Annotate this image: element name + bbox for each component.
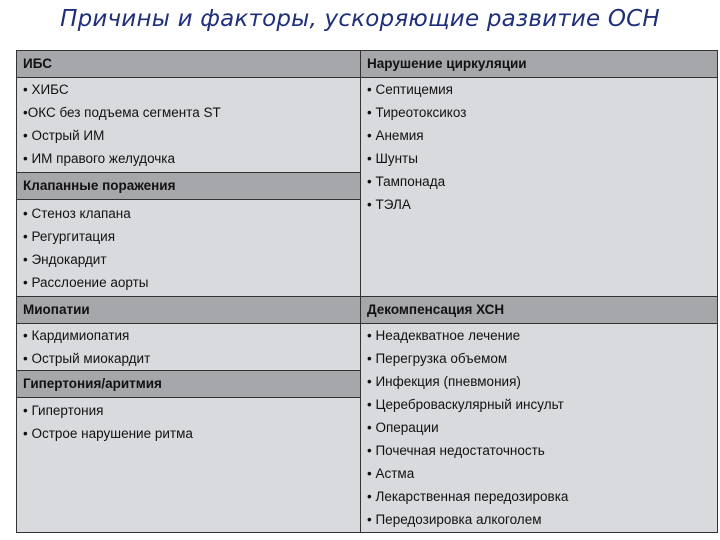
list-item: • Острый миокардит xyxy=(23,351,151,366)
row-divider xyxy=(17,77,717,78)
list-item: • ХИБС xyxy=(23,82,69,97)
causes-table xyxy=(16,50,718,533)
list-item: • Кардимиопатия xyxy=(23,328,130,343)
header-circulation: Нарушение циркуляции xyxy=(361,51,717,77)
list-hypertension xyxy=(23,399,193,445)
list-item: • Астма xyxy=(367,466,415,481)
list-item: • Почечная недостаточность xyxy=(367,443,545,458)
list-item: • Передозировка алкоголем xyxy=(367,512,542,527)
list-item: •ОКС без подъема сегмента ST xyxy=(23,105,221,120)
list-item: • Расслоение аорты xyxy=(23,275,149,290)
row-divider xyxy=(17,296,717,297)
list-item: • Эндокардит xyxy=(23,252,107,267)
row-divider xyxy=(17,172,360,173)
header-myopathy: Миопатии xyxy=(17,297,360,323)
list-item: • Септицемия xyxy=(367,82,453,97)
list-item: • Анемия xyxy=(367,128,424,143)
list-valve xyxy=(23,202,148,294)
list-item: • Тиреотоксикоз xyxy=(367,105,467,120)
row-divider xyxy=(17,199,360,200)
list-item: • ТЭЛА xyxy=(367,197,411,212)
list-myopathy xyxy=(23,324,150,370)
header-valve: Клапанные поражения xyxy=(17,173,360,199)
row-divider xyxy=(17,397,360,398)
list-item: • Острый ИМ xyxy=(23,128,105,143)
row-divider xyxy=(17,370,360,371)
list-item: • Лекарственная передозировка xyxy=(367,489,569,504)
list-item: • Инфекция (пневмония) xyxy=(367,374,521,389)
list-decompensation xyxy=(367,324,568,531)
header-ibs: ИБС xyxy=(17,51,360,77)
list-item: • Цереброваскулярный инсульт xyxy=(367,397,564,412)
column-divider xyxy=(360,51,361,532)
list-item: • Гипертония xyxy=(23,403,104,418)
header-decompensation: Декомпенсация ХСН xyxy=(361,297,717,323)
slide-title: Причины и факторы, ускоряющие развитие ОСН xyxy=(60,6,660,32)
list-item: • Регургитация xyxy=(23,229,116,244)
list-ibs xyxy=(23,78,221,170)
list-item: • Перегрузка объемом xyxy=(367,351,508,366)
list-item: • Острое нарушение ритма xyxy=(23,426,193,441)
list-item: • Тампонада xyxy=(367,174,446,189)
row-divider xyxy=(17,323,717,324)
list-item: • ИМ правого желудочка xyxy=(23,151,176,166)
list-item: • Шунты xyxy=(367,151,418,166)
header-hypertension: Гипертония/аритмия xyxy=(17,371,360,397)
list-item: • Операции xyxy=(367,420,439,435)
list-item: • Стеноз клапана xyxy=(23,206,131,221)
list-item: • Неадекватное лечение xyxy=(367,328,521,343)
list-circulation xyxy=(367,78,466,216)
